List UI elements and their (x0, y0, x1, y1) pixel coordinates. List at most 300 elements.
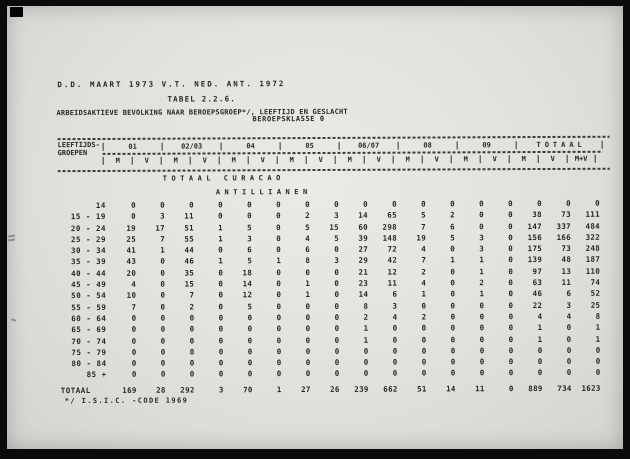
table-cell: 11 (475, 384, 485, 394)
table-cell: 1623 (581, 383, 601, 393)
table-cell: 187 (585, 255, 601, 265)
table-cell: 0 (276, 313, 282, 323)
table-cell: 0 (508, 323, 514, 333)
table-cell: 8 (363, 301, 369, 311)
table-cell: 0 (160, 302, 166, 312)
table-cell: 0 (450, 267, 456, 277)
table-cell: 23 (358, 278, 369, 288)
table-cell: 1 (160, 245, 166, 255)
table-cell: 248 (585, 243, 601, 254)
table-cell: 0 (160, 347, 166, 357)
table-cell: 0 (537, 357, 543, 367)
table-cell: 0 (595, 368, 601, 378)
table-cell: 0 (421, 357, 427, 367)
table-cell: 0 (595, 356, 601, 366)
table-subcol-row (103, 154, 603, 166)
table-total-row (59, 382, 604, 396)
column-headers (103, 140, 603, 166)
subcolumn-label: M+V (567, 155, 596, 163)
document-header-line: D.D. MAART 1973 V.T. NED. ANT. 1972 (57, 79, 286, 90)
table-cell: 38 (532, 210, 542, 220)
table-cell: 111 (585, 210, 600, 220)
table-cell: 0 (421, 335, 427, 345)
column-group-label: 02/03 (162, 142, 221, 150)
table-cell: 0 (537, 345, 543, 355)
table-cell: 0 (334, 301, 340, 311)
table-cell: 1 (363, 335, 369, 345)
table-cell: 0 (189, 324, 195, 334)
table-cell: 156 (527, 232, 543, 242)
table-cell: 0 (305, 335, 311, 345)
table-cell: 0 (131, 212, 136, 222)
table-cell: 0 (218, 335, 224, 345)
table-cell: 0 (276, 335, 282, 345)
table-cell: 1 (218, 256, 224, 266)
table-cell: 5 (305, 222, 311, 232)
table-cell: 4 (305, 233, 311, 243)
table-row (59, 367, 604, 381)
table-cell: 14 (446, 384, 456, 394)
table-cell: 97 (532, 266, 543, 276)
table-cell: 0 (450, 244, 456, 254)
age-group-label: 65 - 69 (71, 325, 107, 335)
table-cell: 0 (508, 345, 514, 356)
table-cell: 3 (479, 244, 485, 254)
table-cell: 46 (184, 257, 195, 267)
table-cell: 3 (160, 211, 165, 221)
table-cell: 0 (247, 200, 252, 210)
table-cell: 889 (528, 383, 543, 393)
table-cell: 0 (276, 234, 282, 244)
subcolumn-label: V (132, 157, 161, 165)
table-number-label: TABEL 2.2.6. (167, 94, 237, 104)
column-group-label: 01 (103, 143, 162, 151)
table-cell: 0 (189, 336, 195, 346)
table-cell: 0 (334, 369, 340, 379)
table-cell: 3 (479, 233, 485, 243)
table-cell: 3 (334, 211, 339, 221)
table-cell: 0 (218, 369, 224, 379)
subcolumn-label: M (393, 156, 422, 164)
table-cell: 0 (131, 313, 137, 323)
table-cell: 55 (184, 234, 195, 244)
table-cell: 0 (421, 346, 427, 356)
table-cell: 2 (189, 302, 195, 312)
table-cell: 7 (189, 290, 195, 300)
table-cell: 52 (590, 289, 601, 299)
table-cell: 6 (247, 245, 253, 255)
table-cell: 0 (537, 368, 543, 378)
table-cell: 51 (417, 384, 427, 394)
table-cell: 0 (537, 199, 542, 209)
table-cell: 7 (421, 255, 427, 266)
table-cell: 3 (334, 256, 340, 266)
table-cell: 0 (566, 368, 572, 378)
subcolumn-label: M (277, 156, 306, 164)
table-cell: 5 (247, 256, 253, 266)
table-cell: 0 (218, 324, 224, 334)
table-cell: 0 (421, 199, 426, 209)
table-cell: 0 (508, 255, 514, 265)
subcolumn-label: M (451, 155, 480, 163)
table-cell: 0 (450, 301, 456, 311)
table-cell: 1 (595, 334, 601, 344)
table-cell: 21 (358, 267, 369, 277)
table-cell: 70 (243, 385, 253, 395)
age-group-label: 70 - 74 (71, 336, 107, 346)
table-cell: 1 (305, 279, 311, 289)
footnote: */ I.S.I.C. -CODE 1969 (64, 396, 189, 406)
table-cell: 0 (508, 357, 514, 367)
table-cell: 0 (508, 383, 514, 393)
table-cell: 0 (421, 368, 427, 378)
age-group-label: 85 + (86, 370, 107, 380)
table-cell: 0 (334, 358, 340, 368)
table-cell: 42 (387, 256, 398, 266)
table-cell: 1 (450, 255, 456, 265)
subcolumn-label: M (509, 155, 538, 163)
table-cell: 169 (122, 385, 137, 395)
table-cell: 4 (566, 311, 572, 321)
table-cell: 0 (479, 312, 485, 322)
table-cell: 0 (189, 358, 195, 368)
table-cell: 1 (421, 289, 427, 299)
age-group-label: 14 (95, 200, 106, 210)
table-cell: 14 (242, 279, 253, 289)
table-cell: 0 (160, 279, 166, 289)
section-region-label: TOTAAL CURACAO (162, 174, 285, 183)
table-cell: 17 (155, 223, 166, 233)
table-cell: 1 (537, 334, 543, 344)
table-cell: 39 (358, 233, 369, 243)
subcolumn-label: V (306, 156, 335, 164)
table-cell: 1 (276, 256, 282, 266)
table-cell: 0 (131, 347, 137, 357)
table-cell: 25 (590, 300, 601, 310)
table-cell: 0 (479, 199, 484, 209)
table-cell: 0 (189, 347, 195, 357)
table-cell: 0 (450, 368, 456, 378)
table-cell: 60 (358, 222, 369, 232)
table-cell: 4 (392, 312, 398, 322)
table-cell: 7 (421, 222, 427, 232)
table-cell: 0 (363, 357, 369, 367)
table-cell: 6 (450, 221, 456, 232)
table-cell: 1 (595, 323, 601, 333)
table-cell: 3 (218, 385, 224, 395)
table-cell: 5 (450, 233, 456, 243)
table-cell: 44 (184, 245, 195, 255)
table-cell: 0 (508, 300, 514, 310)
row-header-label (58, 142, 103, 166)
table-cell: 2 (450, 210, 455, 220)
table-header (58, 140, 603, 166)
table-cell: 0 (363, 346, 369, 356)
table-cell: 0 (566, 345, 572, 355)
table-cell: 0 (305, 324, 311, 334)
table-cell: 25 (126, 234, 137, 244)
table-cell: 0 (160, 291, 166, 301)
table-cell: 0 (131, 325, 137, 335)
table-cell: 6 (566, 289, 572, 299)
table-cell: 0 (479, 323, 485, 333)
table-cell: 46 (532, 289, 543, 299)
subcolumn-label: M (103, 157, 132, 165)
column-group-label: 04 (221, 142, 280, 150)
table-cell: 11 (387, 278, 398, 288)
table-cell: 0 (508, 199, 513, 209)
table-cell: 0 (276, 279, 282, 289)
table-cell: 0 (334, 346, 340, 356)
table-cell: 0 (508, 289, 514, 299)
table-cell: 0 (595, 198, 600, 208)
age-group-label: 50 - 54 (71, 291, 107, 301)
table-cell: 2 (421, 267, 427, 277)
subcolumn-label: V (248, 156, 277, 164)
table-cell: 0 (305, 267, 311, 277)
table-header-rule (58, 168, 610, 172)
table-cell: 0 (392, 335, 398, 345)
table-cell: 19 (416, 233, 427, 243)
subcolumn-label: M (219, 156, 248, 164)
table-cell: 0 (218, 279, 224, 289)
table-cell: 0 (276, 245, 282, 255)
table-cell: 11 (561, 277, 572, 288)
table-cell: 0 (508, 334, 514, 344)
table-cell: 6 (305, 245, 311, 255)
age-group-label: 35 - 39 (71, 257, 107, 267)
table-cell: 0 (160, 336, 166, 346)
table-cell: 15 (184, 279, 195, 289)
table-cell: 0 (305, 358, 311, 368)
table-cell: 0 (566, 334, 572, 344)
table-cell: 0 (334, 267, 340, 277)
table-cell: 0 (363, 369, 369, 379)
table-cell: 0 (276, 222, 282, 232)
age-group-label: TOTAAL (60, 385, 91, 395)
table-cell: 110 (585, 266, 601, 276)
table-cell: 0 (189, 200, 194, 210)
table-cell: 7 (160, 234, 166, 244)
table-cell: 0 (450, 323, 456, 333)
table-cell: 322 (585, 232, 601, 242)
table-cell: 0 (218, 200, 223, 210)
table-cell: 0 (305, 346, 311, 356)
table-cell: 0 (392, 357, 398, 367)
age-group-label: 40 - 44 (71, 268, 107, 278)
table-cell: 734 (557, 383, 572, 393)
table-cell: 0 (189, 313, 195, 323)
age-group-label: 25 - 29 (70, 234, 107, 244)
table-cell: 0 (305, 312, 311, 323)
table-cell: 2 (305, 211, 310, 221)
table-cell: 0 (247, 324, 253, 334)
subcolumn-label: V (422, 155, 451, 163)
table-cell: 0 (450, 334, 456, 344)
table-cell: 3 (247, 234, 253, 244)
table-cell: 0 (160, 200, 165, 210)
table-cell: 0 (131, 358, 137, 368)
table-cell: 0 (508, 233, 514, 243)
table-subtitle: BEROEPSKLASSE 0 (252, 114, 325, 124)
age-group-label: 30 - 34 (70, 246, 107, 256)
table-cell: 6 (392, 290, 398, 300)
table-cell: 28 (156, 385, 166, 395)
table-cell: 0 (276, 200, 281, 210)
section-population-label: ANTILLIANEN (215, 188, 312, 197)
table-cell: 5 (334, 233, 340, 243)
table-cell: 74 (590, 277, 601, 287)
table-cell: 12 (387, 267, 398, 277)
table-cell: 4 (421, 278, 427, 288)
subcolumn-label: V (538, 155, 567, 163)
table-cell: 0 (247, 358, 253, 368)
table-cell: 0 (160, 257, 166, 267)
table-cell: 4 (131, 279, 137, 289)
table-cell: 0 (450, 312, 456, 322)
table-cell: 3 (566, 300, 572, 310)
table-cell: 5 (247, 301, 253, 311)
table-cell: 0 (276, 358, 282, 368)
table-cell: 0 (276, 369, 282, 379)
table-cell: 0 (334, 335, 340, 345)
table-cell: 19 (126, 223, 137, 233)
table-cell: 0 (276, 301, 282, 311)
column-group-label: TOTAAL (516, 141, 603, 149)
table-cell: 1 (218, 222, 224, 233)
subcolumn-label: V (480, 155, 509, 163)
table-cell: 0 (479, 357, 485, 367)
table-cell: 0 (479, 334, 485, 344)
table-cell: 484 (585, 221, 601, 231)
table-cell: 1 (276, 384, 282, 394)
table-cell: 72 (387, 244, 398, 254)
table-cell: 0 (160, 313, 166, 323)
table-cell: 0 (305, 301, 311, 311)
age-group-label: 45 - 49 (71, 279, 107, 290)
table-body (58, 198, 604, 396)
table-cell: 147 (527, 221, 543, 231)
table-cell: 0 (450, 199, 455, 209)
table-cell: 1 (363, 324, 369, 334)
table-cell: 0 (218, 290, 224, 300)
row-header-line1: LEEFTIJDS- (57, 140, 100, 150)
table-cell: 29 (358, 256, 369, 266)
table-cell: 0 (131, 370, 137, 380)
table-cell: 0 (247, 347, 253, 357)
table-cell: 3 (392, 301, 398, 311)
table-cell: 2 (363, 312, 369, 322)
table-cell: 14 (358, 290, 369, 300)
table-title: ARBEIDSAKTIEVE BEVOLKING NAAR BEROEPSGROEP*/, LEEFTIJD EN GESLACHT (56, 107, 348, 118)
table-cell: 73 (561, 210, 571, 220)
table-cell: 15 (329, 222, 340, 232)
table-cell: 1 (305, 290, 311, 300)
table-cell: 0 (334, 324, 340, 334)
table-cell: 1 (218, 234, 224, 244)
table-cell: 0 (334, 199, 339, 209)
table-cell: 0 (421, 323, 427, 333)
table-cell: 0 (392, 346, 398, 356)
table-cell: 0 (276, 267, 282, 277)
table-cell: 2 (421, 312, 427, 322)
table-cell: 0 (508, 278, 514, 288)
column-group-label: 05 (280, 142, 339, 150)
table-cell: 0 (450, 289, 456, 299)
table-cell: 13 (561, 266, 572, 276)
table-cell: 11 (184, 211, 194, 221)
table-cell: 18 (242, 268, 253, 278)
table-cell: 0 (160, 324, 166, 334)
age-group-label: 75 - 79 (71, 347, 107, 357)
table-cell: 0 (276, 290, 282, 300)
table-cell: 1 (537, 323, 543, 333)
table-cell: 48 (561, 255, 572, 265)
table-cell: 0 (247, 335, 253, 345)
table-cell: 1 (479, 289, 485, 299)
table-cell: 298 (382, 222, 398, 232)
table-cell: 63 (532, 278, 543, 288)
subcolumn-label: V (364, 156, 393, 164)
table-cell: 5 (421, 210, 426, 220)
subcolumn-label: M (161, 157, 190, 165)
table-cell: 7 (131, 302, 137, 312)
table-cell: 0 (247, 211, 252, 221)
table-cell: 0 (218, 268, 224, 278)
table-cell: 12 (242, 290, 253, 300)
table-cell: 26 (330, 384, 340, 394)
row-header-line2: GROEPEN (57, 148, 88, 157)
table-cell: 0 (218, 358, 224, 368)
table-cell: 0 (508, 210, 513, 220)
table-cell: 0 (218, 211, 223, 221)
table-cell: 0 (305, 200, 310, 210)
table-cell: 175 (527, 244, 543, 254)
table-cell: 65 (387, 210, 397, 220)
table-cell: 8 (595, 311, 601, 321)
table-cell: 166 (556, 232, 572, 242)
table-cell: 139 (527, 255, 543, 265)
table-cell: 0 (479, 300, 485, 310)
table-cell: 0 (479, 210, 484, 220)
table-cell: 0 (508, 266, 514, 276)
table-cell: 292 (180, 385, 195, 395)
table-cell: 10 (126, 291, 137, 301)
table-cell: 0 (218, 302, 224, 312)
table-cell: 0 (131, 336, 137, 346)
table-cell: 0 (218, 313, 224, 323)
table-cell: 43 (126, 257, 137, 267)
table-cell: 0 (479, 368, 485, 378)
column-group-label: 09 (457, 141, 516, 149)
table-cell: 0 (363, 199, 368, 209)
table-cell: 0 (334, 245, 340, 255)
table-cell: 0 (508, 312, 514, 322)
table-cell: 0 (508, 244, 514, 254)
table-cell: 0 (334, 312, 340, 322)
table-cell: 0 (479, 221, 485, 231)
age-group-label: 20 - 24 (70, 223, 107, 233)
table-cell: 8 (305, 256, 311, 266)
table-cell: 148 (382, 233, 398, 243)
table-cell: 0 (566, 357, 572, 367)
table-cell: 0 (508, 221, 514, 231)
table-cell: 0 (392, 369, 398, 379)
table-cell: 0 (421, 301, 427, 311)
table-cell: 27 (301, 384, 311, 394)
subcolumn-label: V (190, 156, 219, 164)
table-cell: 0 (160, 370, 166, 380)
